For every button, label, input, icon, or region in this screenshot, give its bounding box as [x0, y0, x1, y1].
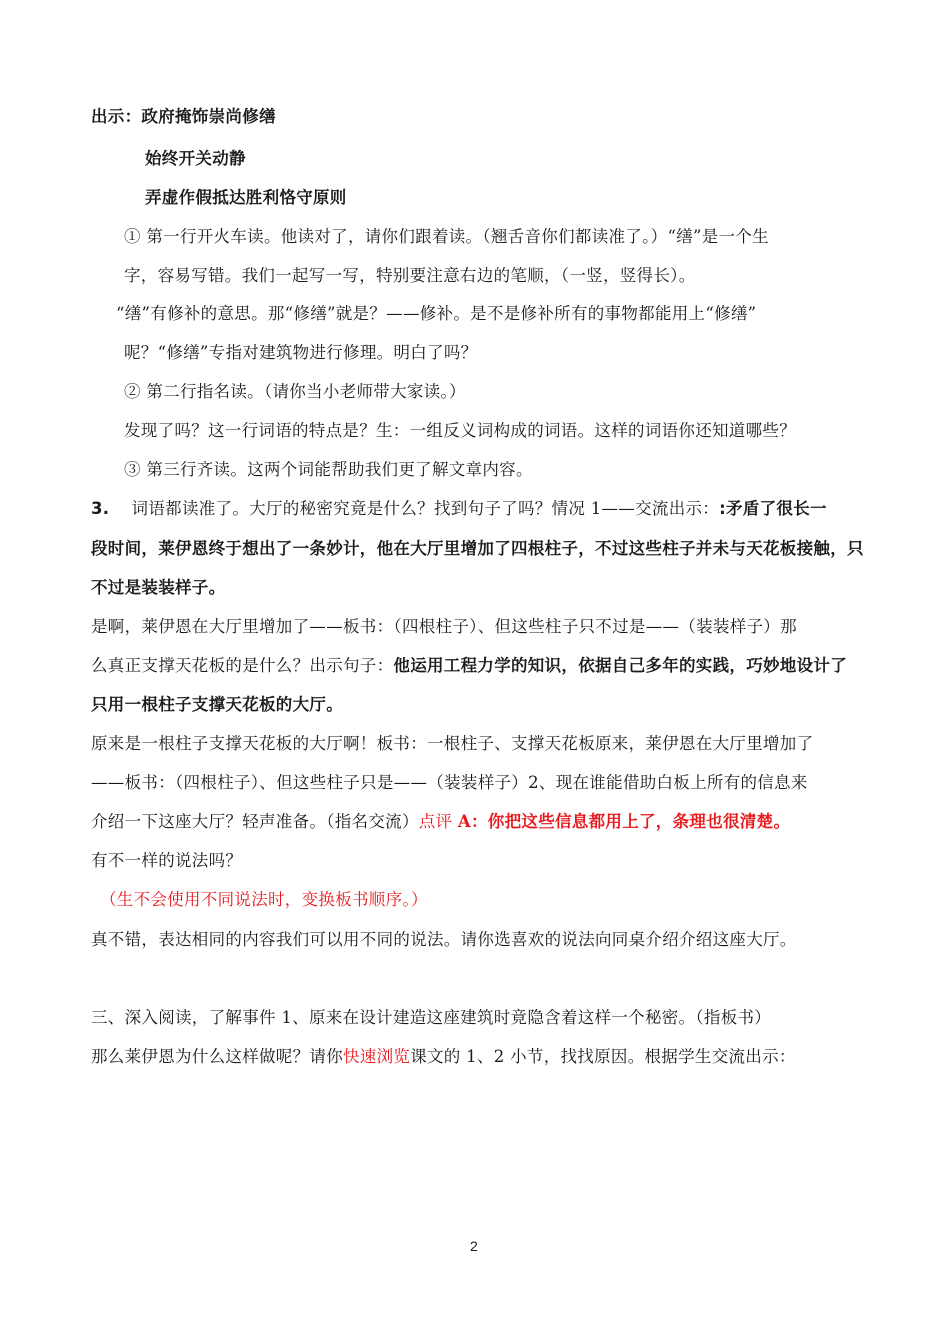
section3-intro: 词语都读准了。大厅的秘密究竟是什么？找到句子了吗？情况 1——交流出示： — [131, 499, 720, 518]
part3-line-2-b: 课文的 1、2 小节，找找原因。根据学生交流出示： — [410, 1047, 796, 1066]
display-words-row-2: 始终开关动静 — [145, 149, 246, 168]
display-heading — [91, 106, 276, 128]
section3-p2-plain: 么真正支撑天花板的是什么？出示句子： — [91, 656, 394, 675]
section3-p2-line-3: 只用一根柱子支撑天花板的大厅。 — [91, 695, 343, 714]
comment-label: 点评 — [418, 812, 458, 831]
section3-bold-1: :矛盾了很长一 — [719, 499, 827, 518]
teacher-note: （生不会使用不同说法时，变换板书顺序。） — [100, 890, 428, 909]
section3-p4-line-1: 有不一样的说法吗？ — [91, 851, 243, 870]
step3-line-1: ③ 第三行齐读。这两个词能帮助我们更了解文章内容。 — [124, 460, 533, 479]
section3-bold-line-3: 不过是装装样子。 — [91, 578, 226, 597]
section3-p3-line-1: 原来是一根柱子支撑天花板的大厅啊！板书：一根柱子、支撑天花板原来，莱伊恩在大厅里增加了 — [91, 734, 814, 753]
step1-line-4: 呢？“修缮”专指对建筑物进行修理。明白了吗？ — [124, 343, 478, 362]
quick-browse-highlight: 快速浏览 — [343, 1047, 411, 1066]
part3-line-2-a: 那么莱伊恩为什么这样做呢？请你 — [91, 1047, 343, 1066]
step2-line-1: ② 第二行指名读。（请你当小老师带大家读。） — [124, 382, 466, 401]
part3-line-2 — [91, 1046, 796, 1068]
step2-line-2: 发现了吗？这一行词语的特点是？生：一组反义词构成的词语。这样的词语你还知道哪些？ — [124, 421, 796, 440]
section3-p3-plain: 介绍一下这座大厅？轻声准备。（指名交流） — [91, 812, 419, 831]
step1-line-2: 字，容易写错。我们一起写一写，特别要注意右边的笔顺，（一竖，竖得长）。 — [124, 266, 696, 285]
section3-bold-line-2: 段时间，莱伊恩终于想出了一条妙计，他在大厅里增加了四根柱子，不过这些柱子并未与天花板接触，只 — [91, 539, 864, 558]
section3-p2-line-1: 是啊，莱伊恩在大厅里增加了——板书：（四根柱子）、但这些柱子只不过是——（装装样子）那 — [91, 617, 797, 636]
section3-p2-line-2 — [91, 655, 847, 677]
comment-text: A：你把这些信息都用上了，条理也很清楚。 — [457, 812, 791, 831]
section3-p5-line-1: 真不错，表达相同的内容我们可以用不同的说法。请你选喜欢的说法向同桌介绍介绍这座大厅。 — [91, 930, 797, 949]
section3-number: 3. — [91, 499, 110, 518]
step1-line-3: “缮”有修补的意思。那“修缮”就是？——修补。是不是修补所有的事物都能用上“修缮” — [116, 304, 757, 323]
step1-line-1: ① 第一行开火车读。他读对了，请你们跟着读。（翘舌音你们都读准了。）“缮”是一个生 — [124, 227, 769, 246]
section3-p2-quote: 他运用工程力学的知识，依据自己多年的实践，巧妙地设计了 — [393, 656, 848, 675]
part3-line-1: 三、深入阅读，了解事件 1、原来在设计建造这座建筑时竟隐含着这样一个秘密。（指板书） — [91, 1008, 772, 1027]
display-words-row-3: 弄虚作假抵达胜利恪守原则 — [145, 188, 347, 207]
display-heading-words: 政府掩饰崇尚修缮 — [141, 107, 276, 126]
section3-p3-line-3 — [91, 811, 790, 833]
section3-p3-line-2: ——板书：（四根柱子）、但这些柱子只是——（装装样子）2、现在谁能借助白板上所有的信息来 — [91, 773, 808, 792]
display-heading-label: 出示： — [91, 107, 142, 126]
section3-line-1 — [91, 498, 827, 520]
page-number: 2 — [470, 1238, 478, 1254]
